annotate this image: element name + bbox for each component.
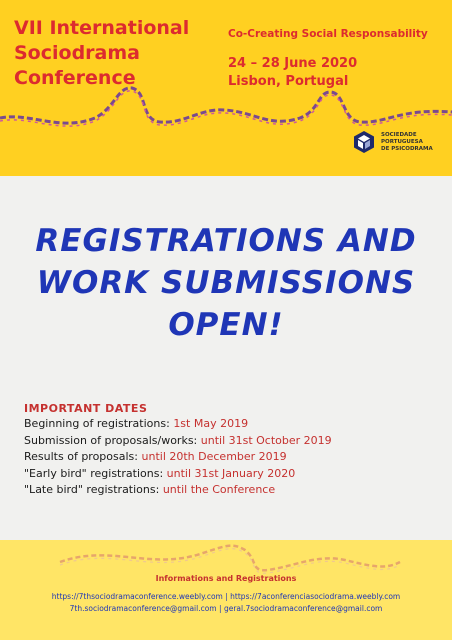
headline-line: OPEN!	[168, 307, 284, 343]
psychodrama-society-logo-icon	[352, 130, 376, 154]
conference-title-line: VII International	[14, 17, 190, 39]
date-row	[24, 416, 332, 433]
date-row	[24, 449, 332, 466]
registrations-headline	[0, 220, 452, 346]
date-row	[24, 466, 332, 483]
footer-banner	[0, 540, 452, 640]
date-row	[24, 433, 332, 450]
conference-location: Lisbon, Portugal	[228, 74, 349, 89]
headline-line: WORK SUBMISSIONS	[36, 265, 416, 301]
society-logo-text	[381, 132, 433, 153]
conference-title	[14, 16, 214, 91]
conference-date: 24 – 28 June 2020	[228, 56, 358, 71]
headline-line: REGISTRATIONS AND	[35, 223, 417, 259]
date-label: Results of proposals:	[24, 450, 138, 463]
important-dates-section	[24, 402, 332, 499]
conference-title-line: Conference	[14, 67, 136, 89]
society-logo	[352, 130, 433, 154]
logo-text-line: SOCIEDADE	[381, 131, 417, 138]
email-link[interactable]: 7th.sociodramaconference@gmail.com	[69, 604, 217, 613]
footer-websites	[0, 592, 452, 601]
date-value: until 20th December 2019	[141, 450, 287, 463]
decorative-squiggle-line	[0, 540, 452, 640]
date-label: Submission of proposals/works:	[24, 433, 198, 447]
email-link[interactable]: geral.7sociodramaconference@gmail.com	[223, 604, 383, 613]
website-link[interactable]: https://7thsociodramaconference.weebly.com	[51, 592, 223, 601]
logo-text-line: DE PSICODRAMA	[381, 145, 433, 152]
date-value: until 31st January 2020	[166, 466, 296, 480]
date-label: Beginning of registrations:	[24, 417, 170, 430]
header-banner	[0, 0, 452, 176]
separator: |	[219, 604, 222, 613]
footer-title: Informations and Registrations	[155, 574, 297, 583]
conference-tagline: Co-Creating Social Responsability	[228, 28, 428, 40]
separator: |	[225, 592, 228, 601]
date-label: "Early bird" registrations:	[24, 466, 164, 480]
footer-emails	[0, 604, 452, 613]
logo-text-line: PORTUGUESA	[381, 138, 423, 145]
important-dates-title: IMPORTANT DATES	[24, 402, 148, 415]
conference-date-location	[228, 55, 357, 91]
date-value: until 31st October 2019	[200, 433, 332, 447]
date-label: "Late bird" registrations:	[24, 483, 160, 496]
date-value: until the Conference	[162, 483, 276, 496]
date-row	[24, 482, 332, 499]
website-link[interactable]: https://7aconferenciasociodrama.weebly.com	[230, 592, 401, 601]
conference-title-line: Sociodrama	[14, 42, 140, 64]
date-value: 1st May 2019	[173, 417, 249, 430]
